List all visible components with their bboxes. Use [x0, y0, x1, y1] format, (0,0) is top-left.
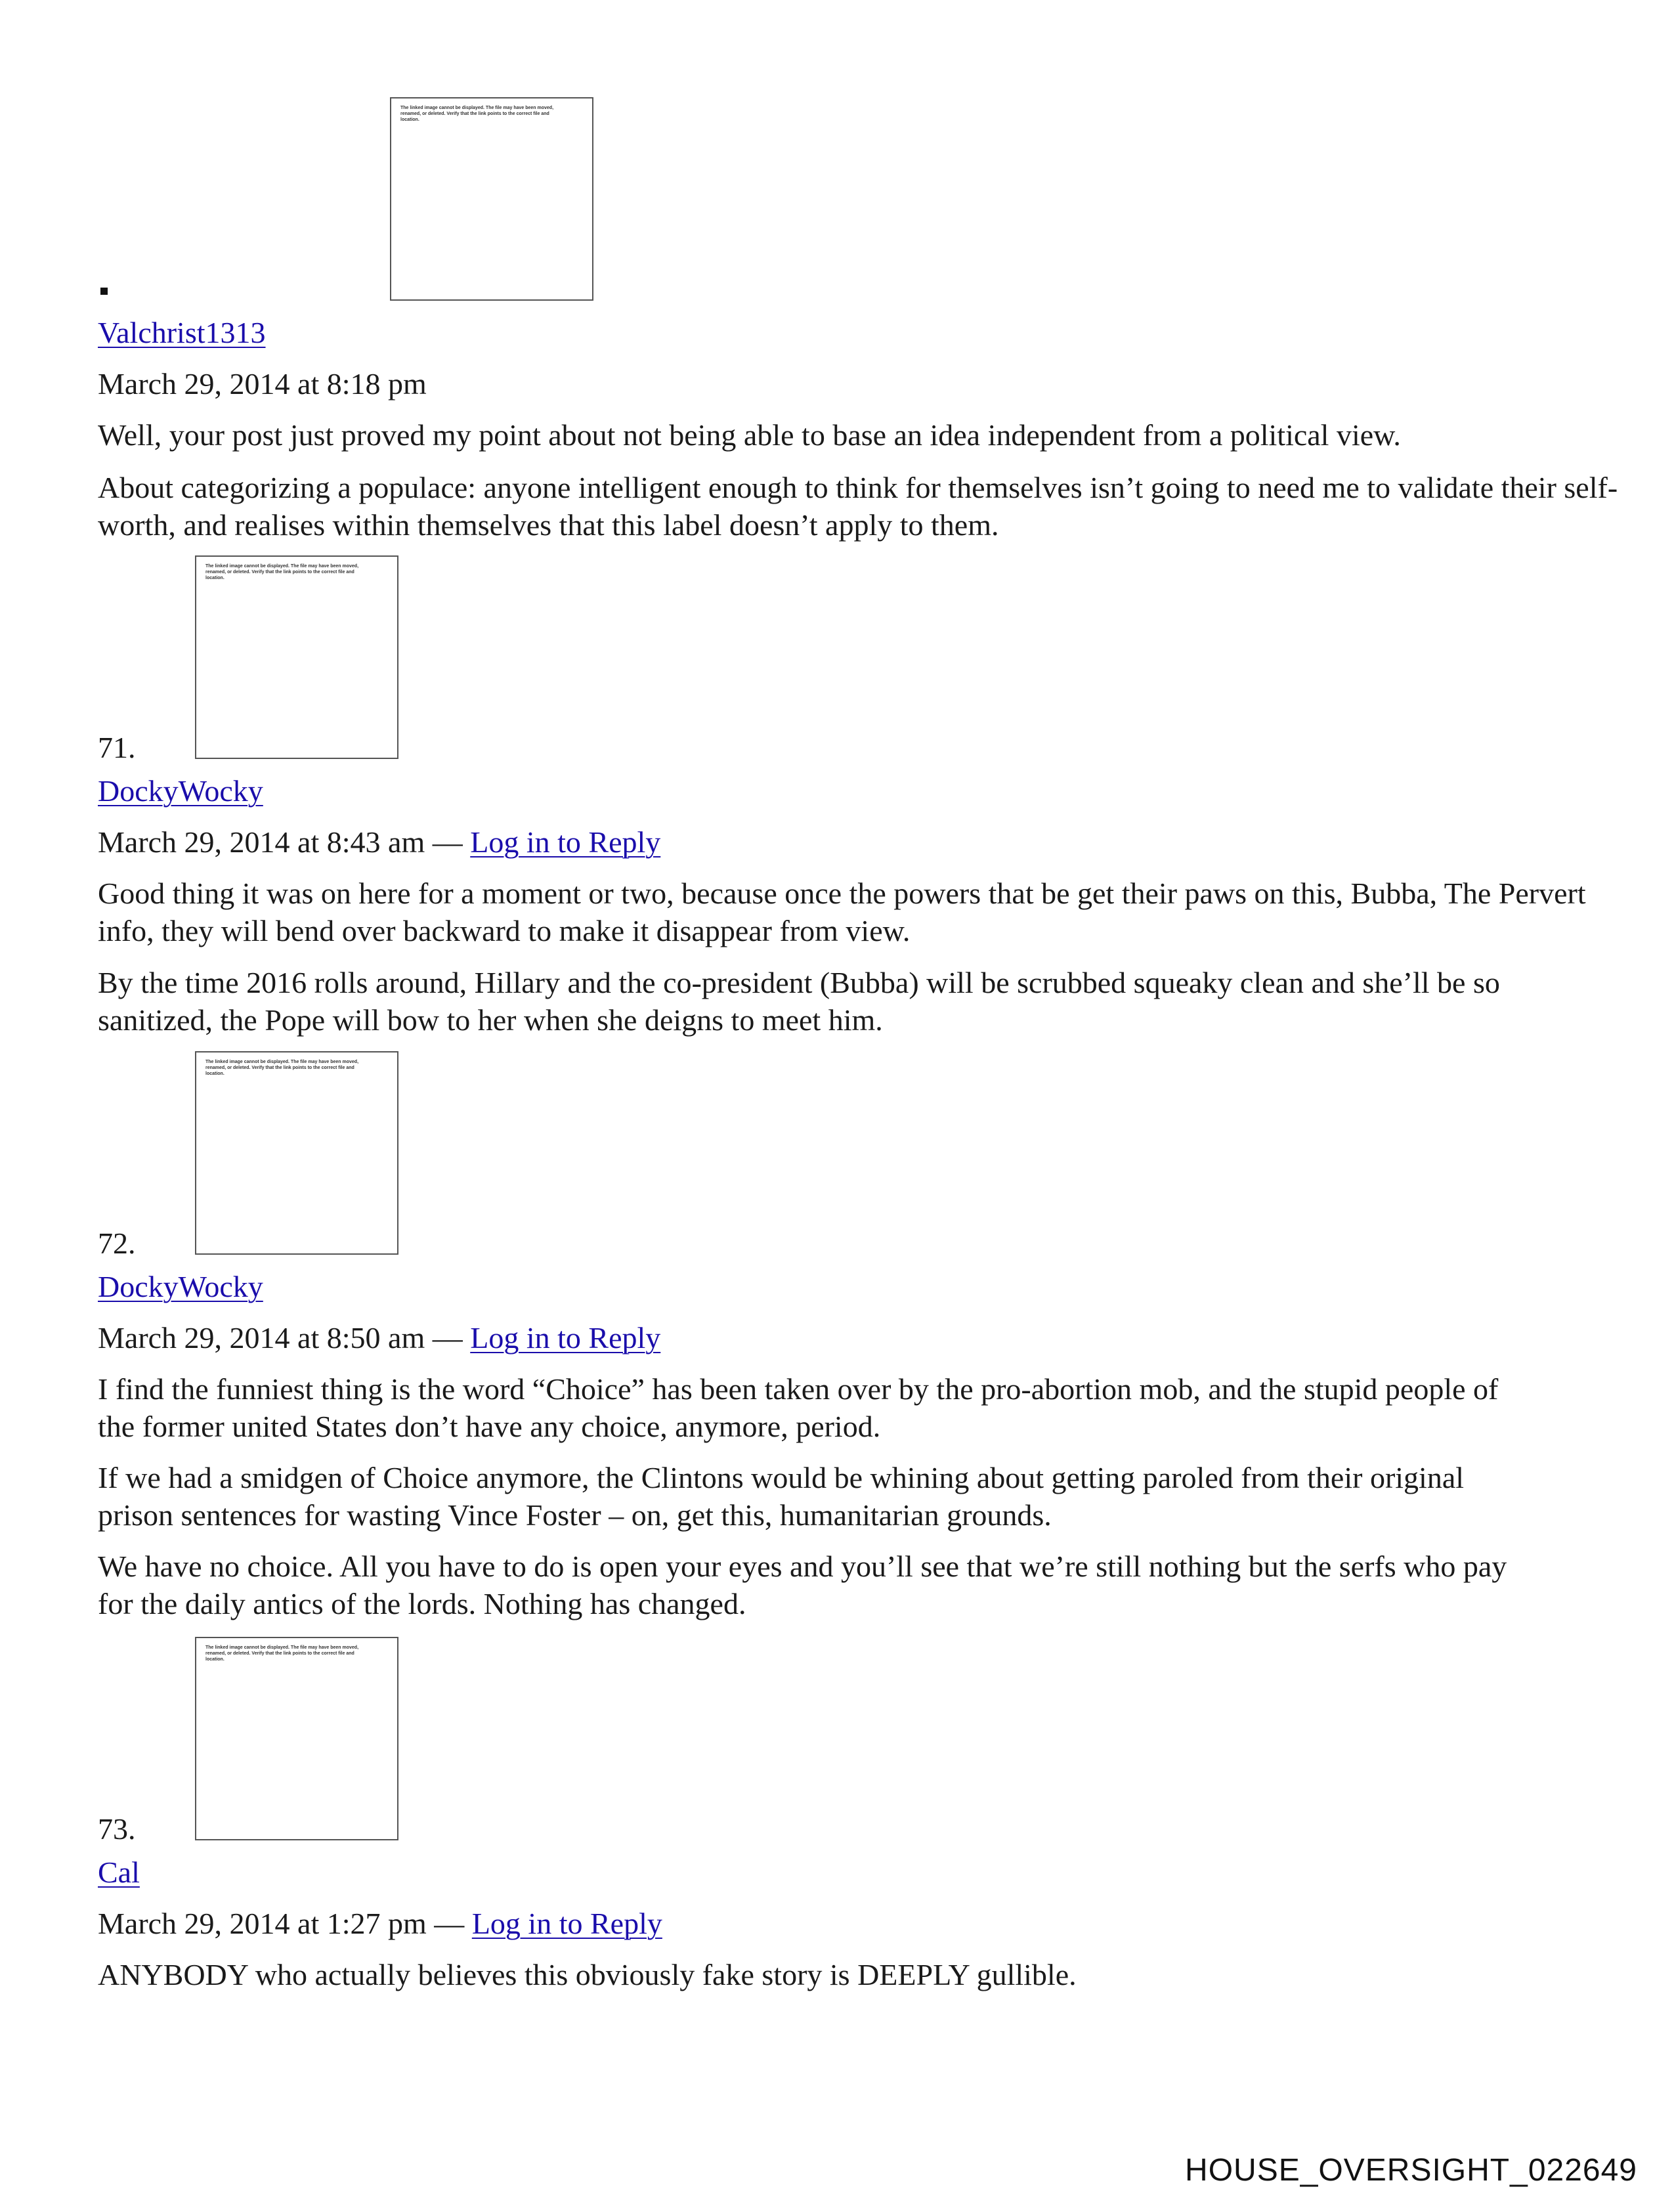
comment-timestamp: March 29, 2014 at 1:27 pm —	[98, 1907, 465, 1940]
comment-author-link[interactable]: DockyWocky	[98, 774, 263, 808]
broken-image-text: The linked image cannot be displayed. The file may have been moved, renamed, or deleted. Verify that the link points to the correct file and location.	[400, 106, 554, 122]
avatar-image	[195, 1051, 398, 1255]
avatar-image	[195, 555, 398, 759]
list-bullet	[100, 288, 108, 295]
avatar-image	[195, 1637, 398, 1840]
comment-paragraph: I find the funniest thing is the word “Choice” has been taken over by the pro-abortion mob, and the stupid people of the former united States don’t have any choice, anymore, period.	[98, 1372, 1499, 1443]
comment-number: 72.	[98, 1226, 136, 1260]
comment-paragraph: By the time 2016 rolls around, Hillary and the co-president (Bubba) will be scrubbed squeaky clean and she’ll be so sanitized, the Pope will bow to her when she deigns to meet him.	[98, 966, 1500, 1037]
broken-image-text: The linked image cannot be displayed. The file may have been moved, renamed, or deleted. Verify that the link points to the correct file and location.	[205, 1645, 359, 1662]
log-in-to-reply-link[interactable]: Log in to Reply	[470, 1321, 661, 1355]
log-in-to-reply-link[interactable]: Log in to Reply	[470, 825, 661, 859]
broken-image-text: The linked image cannot be displayed. The file may have been moved, renamed, or deleted. Verify that the link points to the correct file and location.	[205, 1060, 359, 1076]
avatar-image	[390, 97, 593, 301]
comment-meta-row	[98, 1319, 660, 1356]
document-id-footer: HOUSE_OVERSIGHT_022649	[1185, 2153, 1637, 2188]
comment-author-link[interactable]: Cal	[98, 1855, 140, 1889]
comment-author-link[interactable]: DockyWocky	[98, 1270, 263, 1303]
comment-paragraph: ANYBODY who actually believes this obviously fake story is DEEPLY gullible.	[98, 1958, 1077, 1991]
comment-paragraph: Well, your post just proved my point about not being able to base an idea independent from a political view.	[98, 418, 1401, 452]
comment-meta-row	[98, 1905, 662, 1942]
comment-number: 73.	[98, 1812, 136, 1846]
comment-number: 71.	[98, 731, 136, 764]
broken-image-text: The linked image cannot be displayed. The file may have been moved, renamed, or deleted. Verify that the link points to the correct file and location.	[205, 564, 359, 580]
comment-timestamp: March 29, 2014 at 8:18 pm	[98, 367, 427, 401]
comment-meta-row	[98, 823, 660, 861]
comment-timestamp: March 29, 2014 at 8:43 am —	[98, 825, 463, 859]
comment-paragraph: About categorizing a populace: anyone intelligent enough to think for themselves isn’t going to need me to validate their self-worth, and realises within themselves that this label doesn’t apply to them.	[98, 471, 1618, 542]
comment-author-link[interactable]: Valchrist1313	[98, 316, 266, 349]
comment-paragraph: We have no choice. All you have to do is open your eyes and you’ll see that we’re still nothing but the serfs who pay for the daily antics of the lords. Nothing has changed.	[98, 1550, 1507, 1620]
comment-timestamp: March 29, 2014 at 8:50 am —	[98, 1321, 463, 1355]
comment-paragraph: Good thing it was on here for a moment or two, because once the powers that be get their paws on this, Bubba, The Pervert info, they will bend over backward to make it disappear from view.	[98, 877, 1586, 947]
comment-paragraph: If we had a smidgen of Choice anymore, the Clintons would be whining about getting paroled from their original prison sentences for wasting Vince Foster – on, get this, humanitarian grounds.	[98, 1461, 1465, 1532]
log-in-to-reply-link[interactable]: Log in to Reply	[471, 1907, 662, 1940]
